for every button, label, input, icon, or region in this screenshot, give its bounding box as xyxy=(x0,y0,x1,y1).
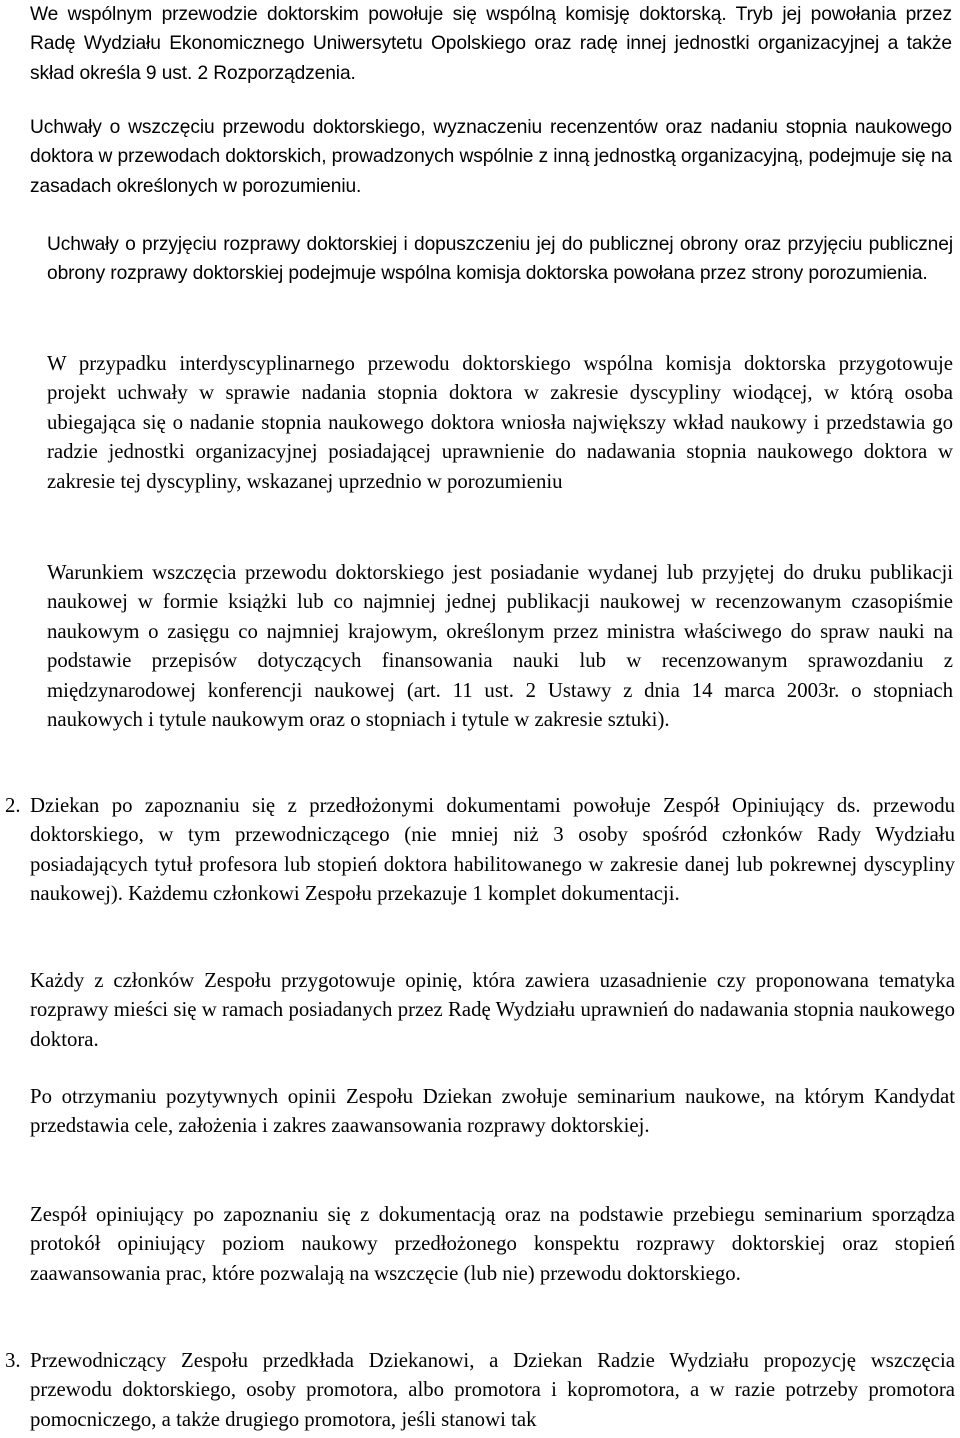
paragraph-interdisciplinary: W przypadku interdyscyplinarnego przewodu doktorskiego wspólna komisja doktorska przygotowuje projekt uchwały w sprawie nadania stopnia doktora w zakresie dyscypliny wiodącej, w którą osoba ubiegająca się o nadanie stopnia naukowego doktora wniosła największy wkład naukowy i przedstawia go radzie jednostki organizacyjnej posiadającej uprawnienie do nadawania stopnia naukowego doktora w zakresie tej dyscypliny, wskazanej uprzednio w porozumieniu xyxy=(47,352,953,493)
paragraph-dean-team: Dziekan po zapoznaniu się z przedłożonymi dokumentami powołuje Zespół Opiniujący ds. przewodu doktorskiego, w tym przewodniczącego (nie mniej niż 3 osoby spośród członków Rady Wydziału posiadających tytuł profesora lub stopień doktora habilitowanego w zakresie danej lub pokrewnej dyscypliny naukowej). Każdemu członkowi Zespołu przekazuje 1 komplet dokumentacji. xyxy=(30,794,955,906)
paragraph-resolutions-defense: Uchwały o przyjęciu rozprawy doktorskiej i dopuszczeniu jej do publicznej obrony oraz przyjęciu publicznej obrony rozprawy doktorskiej podejmuje wspólna komisja doktorska powołana przez strony porozumienia. xyxy=(47,234,953,285)
paragraph-protocol: Zespół opiniujący po zapoznaniu się z dokumentacją oraz na podstawie przebiegu seminarium sporządza protokół opiniujący poziom naukowy przedłożonego konspektu rozprawy doktorskiej oraz stopień zaawansowania prac, które pozwalają na wszczęcie (lub nie) przewodu doktorskiego. xyxy=(30,1203,955,1285)
paragraph-initiation-condition: Warunkiem wszczęcia przewodu doktorskiego jest posiadanie wydanej lub przyjętej do druku publikacji naukowej w formie książki lub co najmniej jednej publikacji naukowej w recenzowanym czasopiśmie naukowym o zasięgu co najmniej krajowym, określonym przez ministra właściwego do spraw nauki na podstawie przepisów dotyczących finansowania nauki lub w recenzowanym sprawozdaniu z międzynarodowej konferencji naukowej (art. 11 ust. 2 Ustawy z dnia 14 marca 2003r. o stopniach naukowych i tytule naukowym oraz o stopniach i tytule w zakresie sztuki). xyxy=(47,561,953,732)
paragraph-resolutions-initiation: Uchwały o wszczęciu przewodu doktorskiego, wyznaczeniu recenzentów oraz nadaniu stopnia naukowego doktora w przewodach doktorskich, prowadzonych wspólnie z inną jednostką organizacyjną, podejmuje się na zasadach określonych w porozumieniu. xyxy=(30,117,952,197)
section-number-3: 3. xyxy=(5,1349,21,1372)
paragraph-chair-proposal: Przewodniczący Zespołu przedkłada Dziekanowi, a Dziekan Radzie Wydziału propozycję wszczęcia przewodu doktorskiego, osoby promotora, albo promotora i kopromotora, a w razie potrzeby promotora pomocniczego, a także drugiego promotora, jeśli stanowi tak xyxy=(30,1349,955,1431)
paragraph-seminar: Po otrzymaniu pozytywnych opinii Zespołu Dziekan zwołuje seminarium naukowe, na którym Kandydat przedstawia cele, założenia i zakres zaawansowania rozprawy doktorskiej. xyxy=(30,1085,955,1138)
paragraph-joint-committee: We wspólnym przewodzie doktorskim powołuje się wspólną komisję doktorską. Tryb jej powołania przez Radę Wydziału Ekonomicznego Uniwersytetu Opolskiego oraz radę innej jednostki organizacyjnej a także skład określa 9 ust. 2 Rozporządzenia. xyxy=(30,4,952,84)
paragraph-member-opinion: Każdy z członków Zespołu przygotowuje opinię, która zawiera uzasadnienie czy proponowana tematyka rozprawy mieści się w ramach posiadanych przez Radę Wydziału uprawnień do nadawania stopnia naukowego doktora. xyxy=(30,969,955,1051)
section-number-2: 2. xyxy=(5,794,21,817)
